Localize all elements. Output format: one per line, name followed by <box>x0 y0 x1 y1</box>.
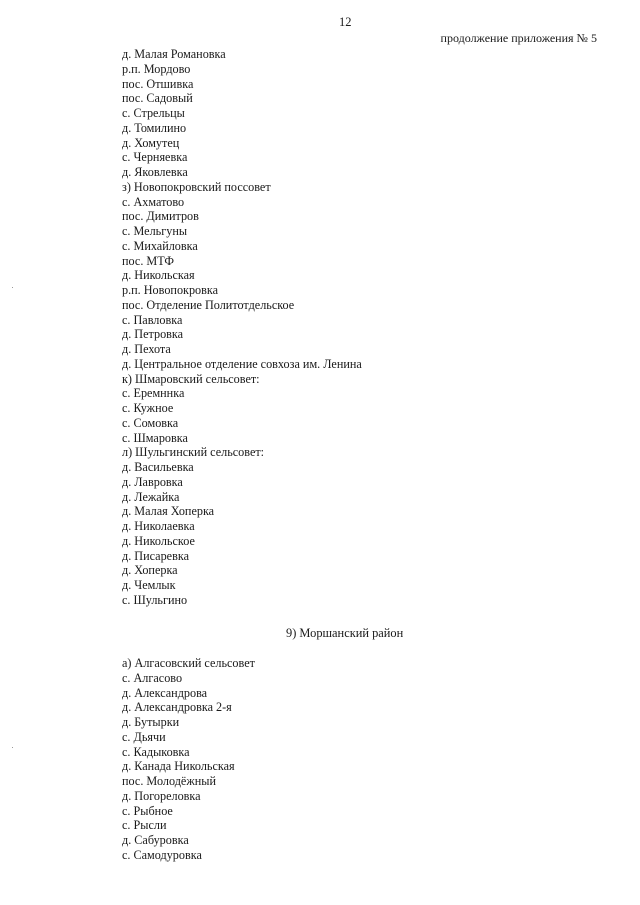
list-item: д. Сабуровка <box>122 833 189 847</box>
list-item: д. Лавровка <box>122 474 183 489</box>
list-item: с. Шмаровка <box>122 430 188 445</box>
list-item: с. Рыбное <box>122 803 173 818</box>
list-item: д. Николаевка <box>122 519 195 533</box>
list-item: пос. Димитров <box>122 209 199 224</box>
list-item: д. Лежайка <box>122 489 180 504</box>
district-heading: 9) Моршанский район <box>286 626 404 640</box>
scan-speck <box>12 287 13 288</box>
list-item: д. Пехота <box>122 342 171 356</box>
list-item: с. Кадыковка <box>122 744 190 759</box>
list-item: с. Кужное <box>122 401 174 415</box>
list-item: л) Шульгинский сельсовет: <box>122 445 265 460</box>
list-item: д. Хомутец <box>122 135 180 150</box>
list-item: д. Никольское <box>122 533 195 548</box>
list-item: с. Еремннка <box>122 386 185 401</box>
list-item: пос. Молодёжный <box>122 774 216 788</box>
list-item: д. Чемлык <box>122 578 176 592</box>
list-item: д. Центральное отделение совхоза им. Ленина <box>122 356 362 371</box>
list-item: д. Александрова <box>122 685 208 700</box>
list-item: д. Томилино <box>122 120 187 135</box>
list-item: д. Малая Романовка <box>122 47 226 61</box>
list-item: д. Малая Хоперка <box>122 504 215 519</box>
list-item: пос. Садовый <box>122 91 193 106</box>
list-item: пос. Отшивка <box>122 76 194 91</box>
list-item: с. Шульгино <box>122 592 188 607</box>
appendix-note: продолжение приложения № 5 <box>440 31 597 45</box>
list-item: пос. Отделение Политотдельское <box>122 297 295 312</box>
list-item: д. Васильевка <box>122 460 194 474</box>
list-item: с. Ахматово <box>122 194 185 209</box>
list-item: д. Погореловка <box>122 788 201 803</box>
list-item: д. Бутырки <box>122 715 180 729</box>
list-item: с. Стрельцы <box>122 106 185 120</box>
list-item: д. Канада Никольская <box>122 759 235 774</box>
settlement-list-bottom <box>122 656 255 863</box>
list-item: д. Петровка <box>122 327 184 342</box>
list-item: д. Александровка 2-я <box>122 700 232 715</box>
list-item: з) Новопокровский поссовет <box>122 179 271 194</box>
list-item: с. Сомовка <box>122 415 179 430</box>
list-item: пос. МТФ <box>122 253 175 268</box>
scan-speck <box>12 747 13 748</box>
list-item: с. Алгасово <box>122 670 183 685</box>
list-item: с. Павловка <box>122 312 183 327</box>
list-item: с. Самодуровка <box>122 847 202 862</box>
list-item: р.п. Мордово <box>122 61 191 76</box>
list-item: д. Никольская <box>122 268 195 283</box>
list-item: с. Черняевка <box>122 150 188 165</box>
list-item: д. Хоперка <box>122 563 178 578</box>
page-number: 12 <box>339 15 352 29</box>
list-item: с. Михайловка <box>122 238 198 253</box>
list-item: с. Рысли <box>122 818 167 833</box>
list-item: к) Шмаровский сельсовет: <box>122 371 260 386</box>
list-item: р.п. Новопокровка <box>122 283 219 297</box>
settlement-list-top <box>122 47 362 608</box>
list-item: с. Мельгуны <box>122 224 188 238</box>
list-item: с. Дьячи <box>122 729 166 744</box>
list-item: д. Яковлевка <box>122 165 188 179</box>
list-item: а) Алгасовский сельсовет <box>122 656 255 670</box>
list-item: д. Писаревка <box>122 548 189 563</box>
